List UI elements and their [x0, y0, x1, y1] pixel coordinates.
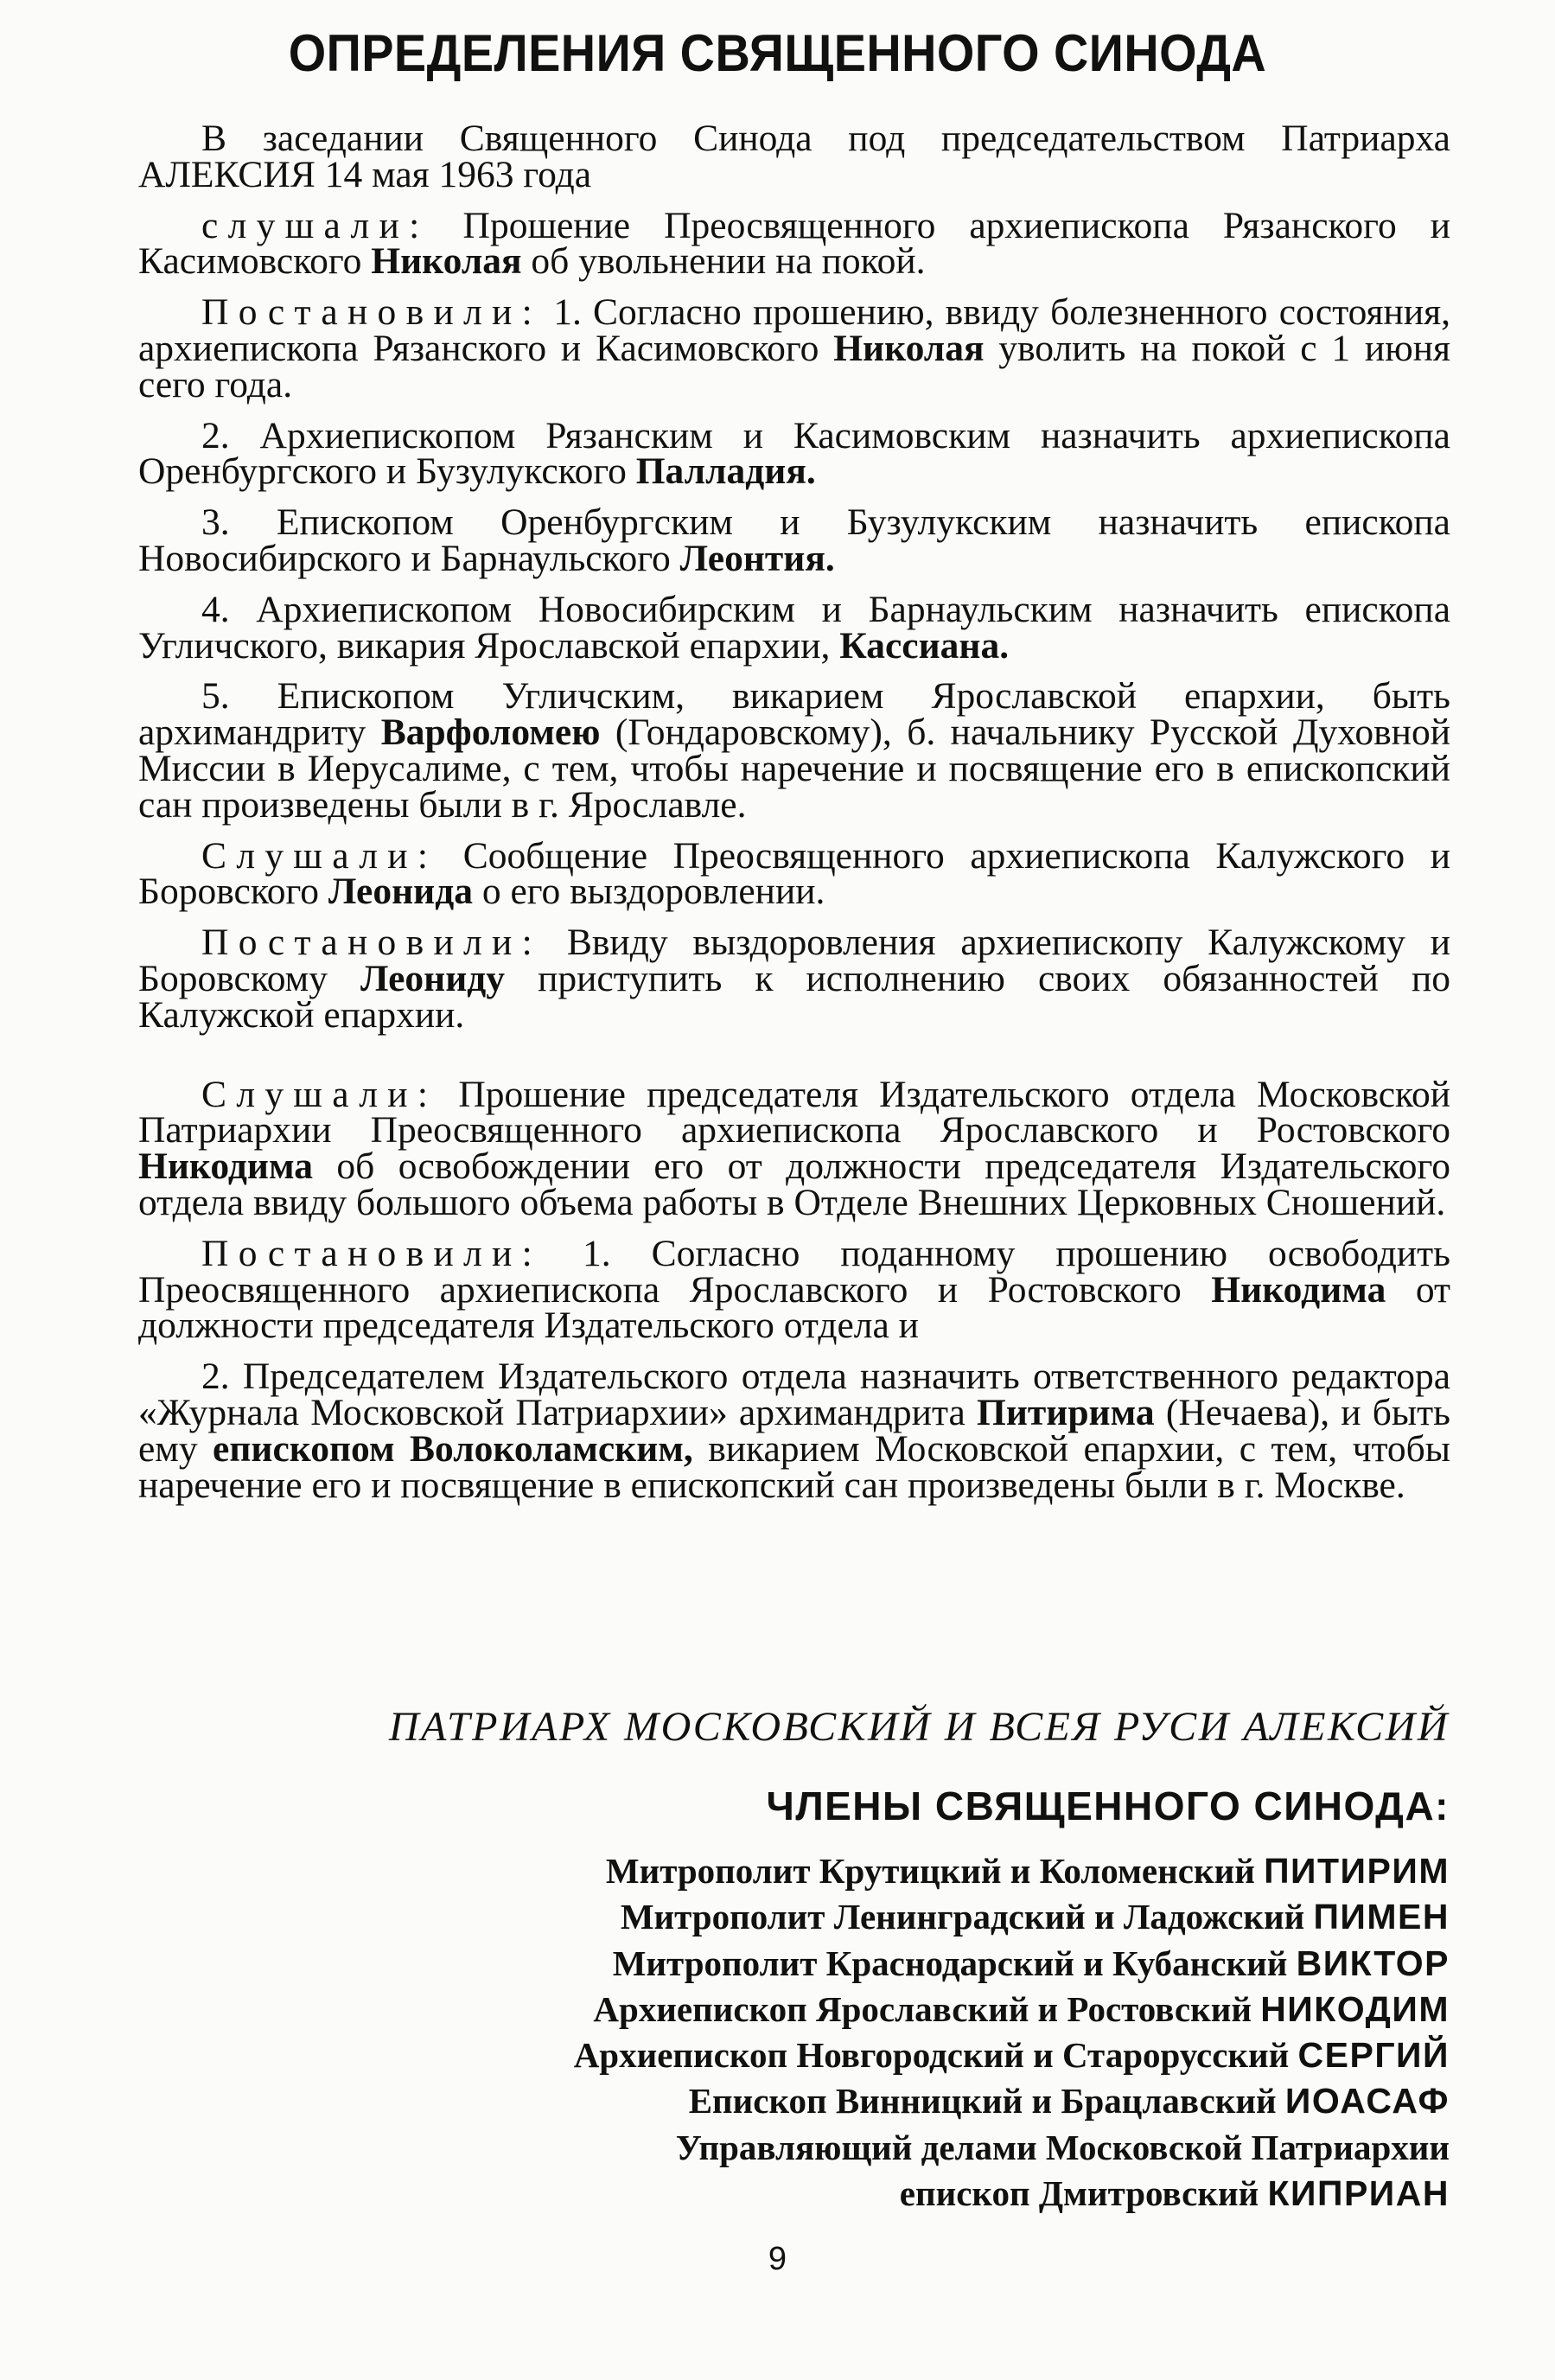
paragraph-6	[138, 675, 1450, 826]
bold-name: Палладия.	[635, 450, 816, 493]
member-title: епископ Дмитровский	[899, 2173, 1259, 2214]
text: 5. Епископом Угличским, викарием Ярославской епархии, быть архимандриту	[138, 675, 1450, 754]
member-row	[574, 1941, 1450, 1987]
paragraph-4	[138, 501, 1450, 579]
text: 1. Согласно прошению, ввиду болезненного состояния, архиепископа Рязанского и Касимовского	[138, 291, 1450, 369]
text: 2. Архиепископом Рязанским и Касимовским назначить архиепископа Оренбургского и Бузулукского	[138, 414, 1450, 493]
member-row	[574, 2032, 1450, 2078]
text: Прошение председателя Издательского отдела Московской Патриархии Преосвященного архиепископа Ярославского и Ростовского	[138, 1073, 1450, 1152]
text: от должности председателя Издательского отдела и	[138, 1268, 1451, 1347]
text: викарием Московской епархии, с тем, чтобы наречение его и посвящение в епископский сан произведены были в г. Москве.	[138, 1427, 1451, 1506]
bold-name: Леониду	[360, 957, 506, 999]
member-name: ПИТИРИМ	[1264, 1851, 1450, 1891]
bold-name: Питирима	[977, 1391, 1155, 1433]
label-heard: Слушали:	[201, 834, 438, 877]
member-title: Епископ Винницкий и Брацлавский	[688, 2081, 1277, 2122]
text: Прошение Преосвященного архиепископа Рязанского и Касимовского	[138, 204, 1450, 283]
label-resolved: Постановили:	[201, 1232, 543, 1274]
member-name: ПИМЕН	[1313, 1897, 1450, 1937]
member-name: СЕРГИЙ	[1297, 2035, 1450, 2076]
bold-name: Никодима	[138, 1145, 314, 1188]
members-heading: ЧЛЕНЫ СВЯЩЕННОГО СИНОДА:	[766, 1783, 1450, 1828]
bold-name: Леонтия.	[679, 537, 835, 579]
document-body	[138, 118, 1451, 1518]
member-title: Митрополит Ленинградский и Ладожский	[620, 1897, 1305, 1937]
label-heard: Слушали:	[201, 1073, 438, 1115]
label-resolved: Постановили:	[201, 291, 543, 334]
text: Сообщение Преосвященного архиепископа Калужского и Боровского	[138, 834, 1450, 913]
bold-name: Кассиана.	[839, 624, 1010, 667]
paragraph-5	[138, 588, 1450, 667]
page-title: ОПРЕДЕЛЕНИЯ СВЯЩЕННОГО СИНОДА	[288, 24, 1267, 82]
text: 1. Согласно поданному прошению освободить Преосвященного архиепископа Ярославского и Ростовского	[138, 1232, 1450, 1311]
text: 2. Председателем Издательского отдела назначить ответственного редактора «Журнала Московской Патриархии» архимандрита	[138, 1356, 1450, 1433]
paragraph-11	[138, 1356, 1451, 1506]
paragraph-8	[138, 922, 1450, 1036]
paragraph-1	[138, 204, 1450, 283]
bold-name: Варфоломею	[380, 711, 601, 754]
bold-title: епископом Волоколамским,	[213, 1427, 693, 1470]
member-title: Архиепископ Ярославский и Ростовский	[593, 1988, 1252, 2029]
synod-members-list	[574, 1848, 1450, 2217]
member-name: ИОАСАФ	[1284, 2081, 1450, 2122]
page-number: 9	[768, 2241, 787, 2277]
patriarch-signature: ПАТРИАРХ МОСКОВСКИЙ И ВСЕЯ РУСИ АЛЕКСИЙ	[388, 1704, 1450, 1750]
bold-name: Леонида	[328, 871, 473, 913]
text: о его выздоровлении.	[472, 871, 825, 913]
bold-name: Николая	[371, 240, 522, 283]
text: об увольнении на покой.	[521, 240, 926, 283]
paragraph-9	[138, 1073, 1450, 1223]
intro-paragraph: В заседании Священного Синода под председательством Патриарха АЛЕКСИЯ 14 мая 1963 года	[138, 118, 1450, 195]
member-name: ВИКТОР	[1296, 1943, 1450, 1983]
member-row	[574, 1894, 1450, 1940]
paragraph-7	[138, 834, 1450, 913]
bold-name: Николая	[833, 327, 985, 369]
member-title: Управляющий делами Московской Патриархии	[675, 2127, 1450, 2167]
label-heard: слушали:	[201, 204, 430, 246]
member-row	[574, 2125, 1450, 2171]
member-name: КИПРИАН	[1267, 2173, 1450, 2214]
text: (Нечаева), и быть ему	[138, 1391, 1450, 1470]
paragraph-10	[138, 1232, 1451, 1347]
label-resolved: Постановили:	[201, 922, 543, 964]
text: 4. Архиепископом Новосибирским и Барнаульским назначить епископа Угличского, викария Ярославской епархии,	[138, 588, 1450, 667]
member-name: НИКОДИМ	[1260, 1988, 1450, 2029]
text: Ввиду выздоровления архиепископу Калужскому и Боровскому	[138, 922, 1450, 999]
bold-name: Никодима	[1211, 1268, 1386, 1311]
member-row	[574, 2078, 1450, 2124]
text: (Гондаровскому), б. начальнику Русской Духовной Миссии в Иерусалиме, с тем, чтобы наречение и посвящение его в епископский сан произведены были в г. Ярославле.	[138, 711, 1450, 826]
member-row	[574, 2171, 1450, 2217]
text: 3. Епископом Оренбургским и Бузулукским назначить епископа Новосибирского и Барнаульского	[138, 501, 1450, 579]
text: об освобождении его от должности председателя Издательского отдела ввиду большого объема работы в Отделе Внешних Церковных Сношений.	[138, 1145, 1450, 1223]
text: уволить на покой с 1 июня сего года.	[138, 327, 1450, 405]
paragraph-3	[138, 414, 1450, 493]
text: приступить к исполнению своих обязанностей по Калужской епархии.	[138, 957, 1450, 1036]
member-row	[574, 1848, 1450, 1894]
member-row	[574, 1987, 1450, 2032]
member-title: Архиепископ Новгородский и Старорусский	[573, 2035, 1290, 2076]
member-title: Митрополит Краснодарский и Кубанский	[612, 1943, 1288, 1983]
member-title: Митрополит Крутицкий и Коломенский	[605, 1851, 1255, 1891]
paragraph-2	[138, 291, 1450, 405]
